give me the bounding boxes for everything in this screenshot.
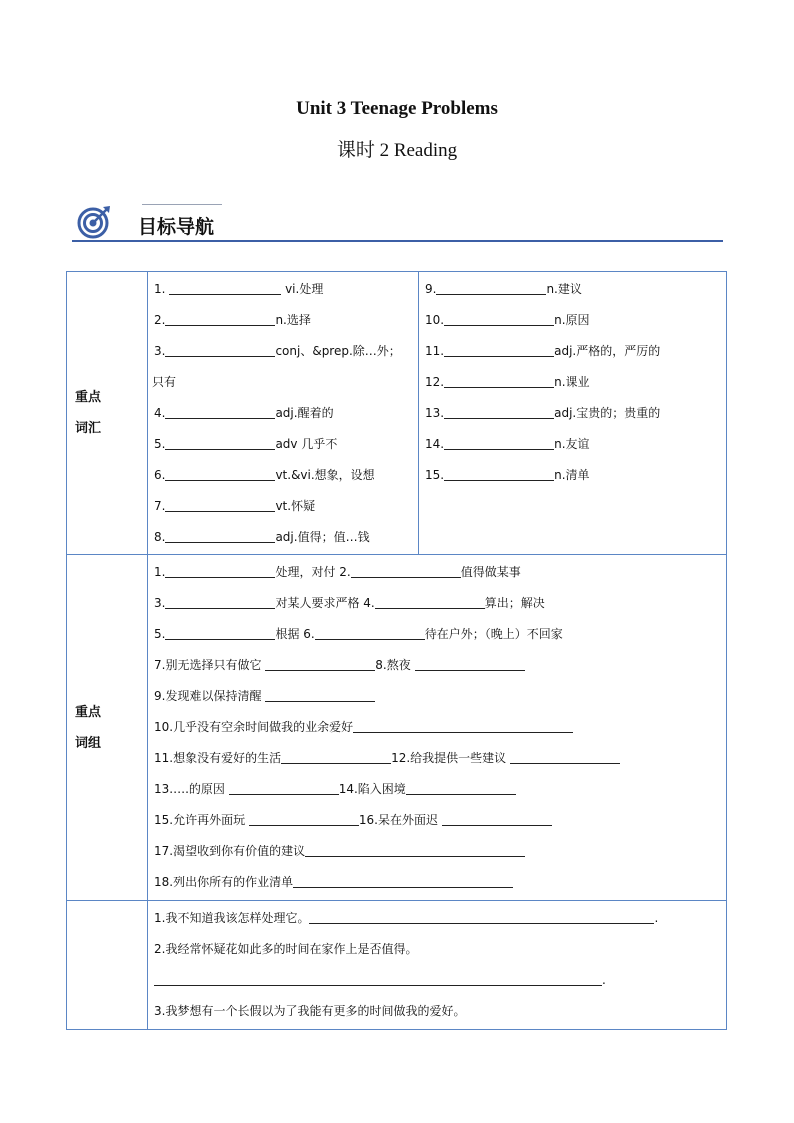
vocab-item: 6. vt.&vi.想象，设想 bbox=[154, 468, 375, 482]
phrase-item: 1. 处理，对付 2. 值得做某事 bbox=[154, 565, 521, 579]
answer-blank[interactable] bbox=[315, 626, 425, 640]
vocab-item: 5. adv 几乎不 bbox=[154, 437, 338, 451]
section-underline bbox=[72, 240, 723, 242]
answer-blank[interactable] bbox=[510, 750, 620, 764]
answer-blank[interactable] bbox=[165, 564, 275, 578]
answer-blank[interactable] bbox=[353, 719, 573, 733]
answer-blank[interactable] bbox=[351, 564, 461, 578]
answer-blank[interactable] bbox=[165, 498, 275, 512]
answer-blank[interactable] bbox=[165, 436, 275, 450]
answer-blank[interactable] bbox=[165, 405, 275, 419]
vocab-item: 8. adj.值得；值…钱 bbox=[154, 530, 370, 544]
sentences-row bbox=[67, 901, 727, 1030]
answer-blank[interactable] bbox=[169, 281, 281, 295]
answer-blank[interactable] bbox=[165, 312, 275, 326]
answer-blank[interactable] bbox=[281, 750, 391, 764]
answer-blank[interactable] bbox=[444, 374, 554, 388]
phrase-item: 15.允许再外面玩 16.呆在外面迟 bbox=[148, 805, 726, 836]
phrase-item: 18.列出你所有的作业清单 bbox=[148, 867, 726, 898]
vocab-item: 13. adj.宝贵的；贵重的 bbox=[425, 406, 661, 420]
answer-blank[interactable] bbox=[229, 781, 339, 795]
page-subtitle: 课时 2 Reading bbox=[336, 140, 458, 161]
worksheet-table bbox=[66, 271, 727, 1030]
phrases-column bbox=[148, 555, 727, 901]
answer-blank[interactable] bbox=[305, 843, 525, 857]
answer-blank[interactable] bbox=[444, 436, 554, 450]
phrase-item: 9.发现难以保持清醒 bbox=[148, 681, 726, 712]
answer-blank[interactable] bbox=[375, 595, 485, 609]
vocab-item: 7. vt.怀疑 bbox=[154, 499, 316, 513]
vocab-right-column bbox=[419, 272, 727, 555]
vocab-item: 9. n.建议 bbox=[425, 282, 582, 296]
answer-blank[interactable] bbox=[436, 281, 546, 295]
answer-blank[interactable] bbox=[265, 657, 375, 671]
sentence-item: 1.我不知道我该怎样处理它。 . bbox=[154, 911, 659, 925]
phrase-item: 10.几乎没有空余时间做我的业余爱好 bbox=[148, 712, 726, 743]
phrase-item: 7.别无选择只有做它 8.熬夜 bbox=[148, 650, 726, 681]
answer-blank[interactable] bbox=[154, 972, 602, 986]
answer-blank[interactable] bbox=[444, 343, 554, 357]
phrases-row bbox=[67, 555, 727, 901]
phrase-item: 17.渴望收到你有价值的建议 bbox=[148, 836, 726, 867]
answer-blank[interactable] bbox=[165, 529, 275, 543]
target-icon bbox=[76, 204, 112, 240]
sentence-answer-line: . bbox=[148, 965, 726, 996]
page-title: Unit 3 Teenage Problems bbox=[296, 98, 498, 119]
vocab-left-column bbox=[148, 272, 419, 555]
vocab-item: 4. adj.醒着的 bbox=[154, 406, 334, 420]
vocab-label: 重点 词汇 bbox=[67, 272, 148, 555]
answer-blank[interactable] bbox=[165, 467, 275, 481]
vocab-item: 15. n.清单 bbox=[425, 468, 590, 482]
phrase-item: 13.….的原因 14.陷入困境 bbox=[148, 774, 726, 805]
sentences-column bbox=[148, 901, 727, 1030]
answer-blank[interactable] bbox=[406, 781, 516, 795]
vocab-item: 14. n.友谊 bbox=[425, 437, 590, 451]
section-title: 目标导航 bbox=[138, 216, 215, 238]
answer-blank[interactable] bbox=[442, 812, 552, 826]
top-divider bbox=[142, 204, 222, 205]
vocab-row bbox=[67, 272, 727, 555]
answer-blank[interactable] bbox=[165, 595, 275, 609]
answer-blank[interactable] bbox=[444, 405, 554, 419]
vocab-item: 1. vi.处理 bbox=[154, 282, 324, 296]
answer-blank[interactable] bbox=[415, 657, 525, 671]
answer-blank[interactable] bbox=[293, 874, 513, 888]
sentence-item: 2.我经常怀疑花如此多的时间在家作上是否值得。 bbox=[154, 942, 418, 956]
vocab-item-continued: 只有 bbox=[152, 375, 177, 389]
phrase-item: 11.想象没有爱好的生活 12.给我提供一些建议 bbox=[148, 743, 726, 774]
vocab-item: 11. adj.严格的，严厉的 bbox=[425, 344, 661, 358]
phrases-label: 重点 词组 bbox=[67, 555, 148, 901]
phrase-item: 5. 根据 6. 待在户外；（晚上）不回家 bbox=[154, 627, 563, 641]
answer-blank[interactable] bbox=[165, 343, 275, 357]
answer-blank[interactable] bbox=[444, 467, 554, 481]
vocab-item: 12. n.课业 bbox=[425, 375, 590, 389]
sentences-label bbox=[67, 901, 148, 1030]
vocab-item: 2. n.选择 bbox=[154, 313, 311, 327]
answer-blank[interactable] bbox=[249, 812, 359, 826]
vocab-item: 3. conj、&prep.除…外； bbox=[154, 344, 401, 358]
answer-blank[interactable] bbox=[265, 688, 375, 702]
answer-blank[interactable] bbox=[309, 910, 654, 924]
vocab-item: 10. n.原因 bbox=[425, 313, 590, 327]
sentence-item: 3.我梦想有一个长假以为了我能有更多的时间做我的爱好。 bbox=[154, 1004, 466, 1018]
answer-blank[interactable] bbox=[165, 626, 275, 640]
answer-blank[interactable] bbox=[444, 312, 554, 326]
phrase-item: 3. 对某人要求严格 4. 算出；解决 bbox=[154, 596, 545, 610]
